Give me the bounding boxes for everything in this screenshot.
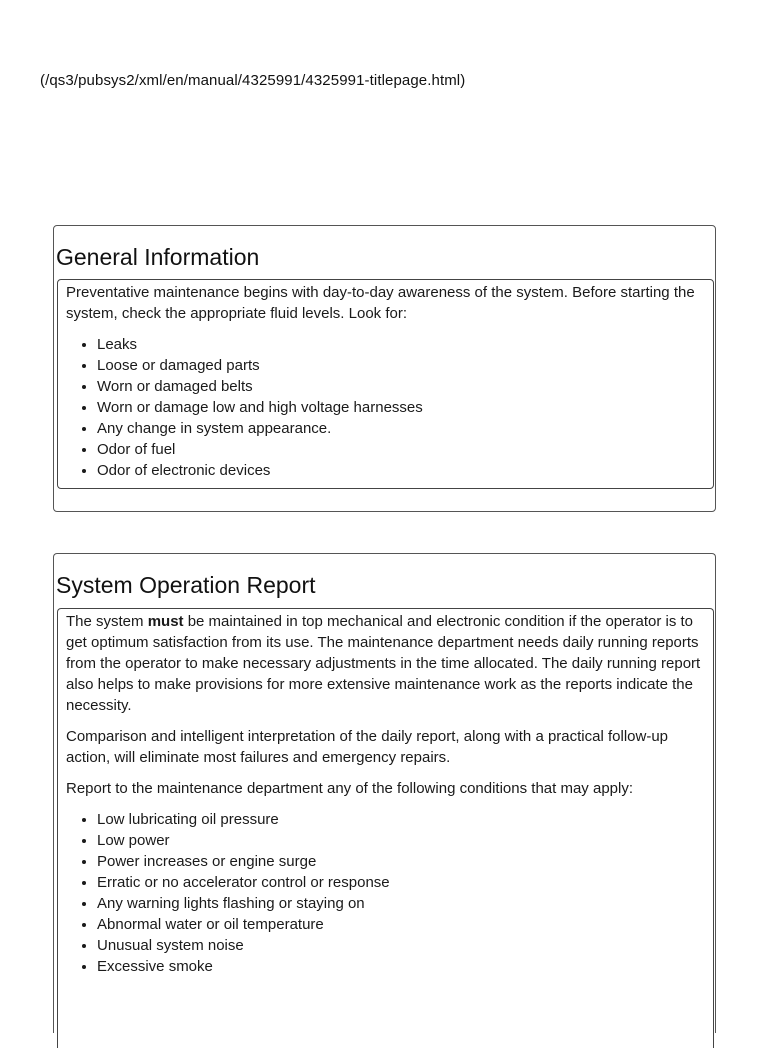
- page-url-link[interactable]: (/qs3/pubsys2/xml/en/manual/4325991/4325991-titlepage.html): [40, 72, 466, 89]
- general-information-intro: Preventative maintenance begins with day-to-day awareness of the system. Before starting the system, check the appropriate fluid levels. Look for:: [66, 284, 695, 322]
- list-item: • Worn or damage low and high voltage harnesses: [97, 397, 705, 418]
- inspection-list: [66, 334, 705, 481]
- list-item: • Low power: [97, 830, 705, 851]
- list-item: • Loose or damaged parts: [97, 355, 705, 376]
- operation-paragraph-1: [66, 611, 705, 716]
- list-item: • Abnormal water or oil temperature: [97, 914, 705, 935]
- list-item: • Worn or damaged belts: [97, 376, 705, 397]
- conditions-list: [66, 809, 705, 977]
- list-item: • Excessive smoke: [97, 956, 705, 977]
- system-operation-report-section: [53, 553, 716, 1033]
- p1-text-end: be maintained in top mechanical and electronic condition if the operator is to get optimum satisfaction from its use. The maintenance department needs daily running reports from the operator to make necessary adjustments in the time allocated. The daily running report also helps to make provisions for more extensive maintenance work as the reports indicate the necessity.: [66, 613, 701, 714]
- list-item: • Low lubricating oil pressure: [97, 809, 705, 830]
- list-item: • Any change in system appearance.: [97, 418, 705, 439]
- list-item: • Power increases or engine surge: [97, 851, 705, 872]
- list-item: • Odor of fuel: [97, 439, 705, 460]
- operation-paragraph-3: Report to the maintenance department any of the following conditions that may apply:: [66, 780, 634, 797]
- list-item: • Erratic or no accelerator control or response: [97, 872, 705, 893]
- must-emphasis: must: [147, 613, 184, 630]
- general-information-title: General Information: [56, 244, 260, 270]
- system-operation-report-title: System Operation Report: [56, 572, 316, 598]
- list-item: • Odor of electronic devices: [97, 460, 705, 481]
- list-item: • Leaks: [97, 334, 705, 355]
- list-item: • Any warning lights flashing or staying on: [97, 893, 705, 914]
- operation-paragraph-2: Comparison and intelligent interpretation of the daily report, along with a practical follow-up action, will eliminate most failures and emergency repairs.: [66, 728, 668, 766]
- system-operation-report-body: [57, 608, 714, 1048]
- general-information-section: [53, 225, 716, 512]
- p1-text-start: The system: [66, 613, 148, 630]
- list-item: • Unusual system noise: [97, 935, 705, 956]
- general-information-body: [57, 279, 714, 489]
